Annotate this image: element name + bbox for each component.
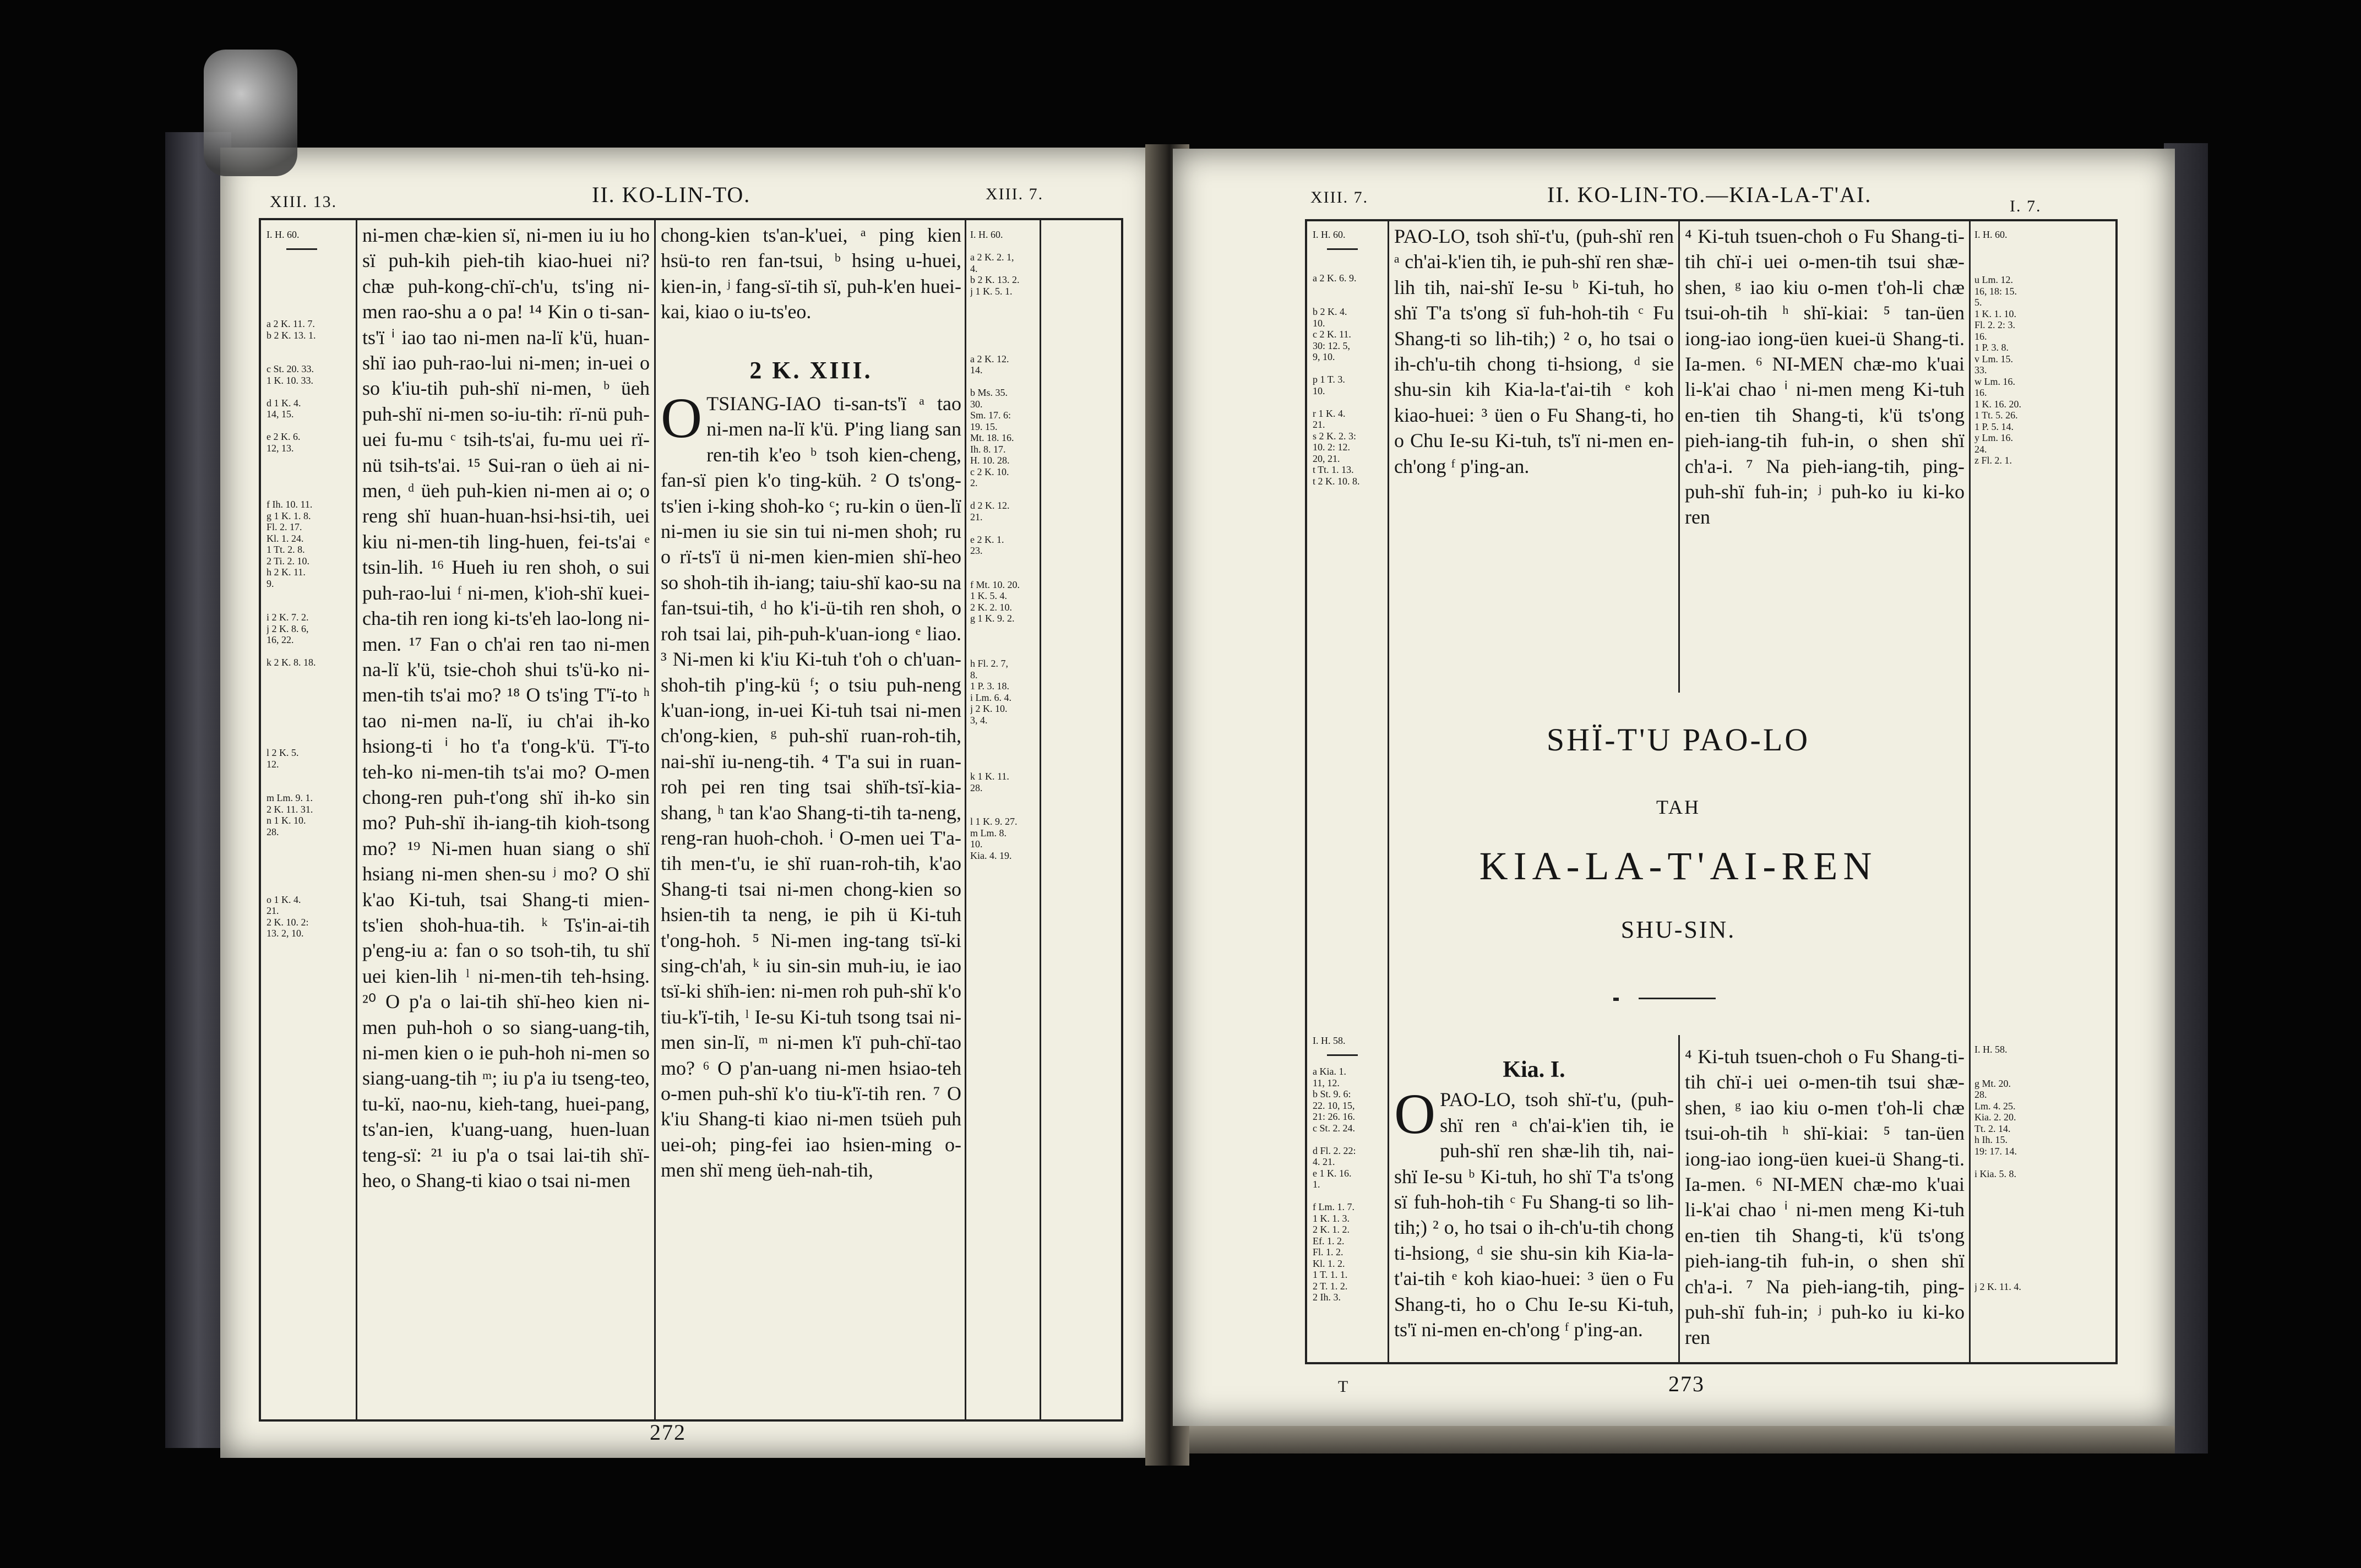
cross-references-left: a 2 K. 6. 9. b 2 K. 4. 10. c 2 K. 11. 30: 12. 5, 9, 10. p 1 T. 3. 10. r 1 K. 4. 21. s 2 K. 2. 3: 10. 2: 12. 20, 21. t Tt. 1. 13. t 2 K. 10. 8. [1313,272,1360,487]
header-right-ref: XIII. 7. [986,185,1044,203]
page-clip [204,50,297,176]
cross-references-right: I. H. 60. u Lm. 12. 16, 18: 15. 5. 1 K. 1. 10. Fl. 2. 2: 3. 16. 1 P. 3. 8. v Lm. 15. 33. w Lm. 16. 16. 1 K. 16. 20. 1 Tt. 5. 26. 1 P. 5. 14. y Lm. 16. 24. z Fl. 2. 1. [1974,229,2021,466]
page-number: 272 [650,1420,686,1445]
margin-rule [1327,1054,1358,1056]
cross-references-left-lower: a Kia. 1. 11, 12. b St. 9. 6: 22. 10, 15, 21: 26. 16. c St. 2. 24. d Fl. 2. 22: 4. 21. e 1 K. 16. 1. f Lm. 1. 7. 1 K. 1. 3. 2 K. 1. 2. Ef. 1. 2. Fl. 1. 2. Kl. 1. 2. 1 T. 1. 1. 2 T. 1. 2. 2 Ih. 3. [1313,1066,1356,1303]
text-column-left-lower [1394,1052,1674,1360]
column-rule [965,218,966,1422]
column-rule [1969,219,1971,1364]
chapter-text: PAO-LO, tsoh shï-t'u, (puh-shï ren ᵃ ch'ai-k'ien tih, ie puh-shï ren shæ-lih tih, nai-shï Ie-su ᵇ Ki-tuh, ho shï T'a ts'ong sï fuh-hoh-tih ᶜ Fu Shang-ti so lih-tih;) ² o, ho tsai o ih-ch'u-tih chong ti-hsiong, ᵈ sie shu-sin kih Kia-la-t'ai-tih ᵉ koh kiao-huei: ³ üen o Fu Shang-ti, ho o Chu Ie-su Ki-tuh, ts'ï ni-men en-ch'ong ᶠ p'ing-an. [1394,1088,1674,1341]
book-title-line2: TAH [1656,796,1701,818]
header-title: II. KO-LIN-TO.—KIA-LA-T'AI. [1547,182,1872,207]
cross-references-right-lower: I. H. 58. g Mt. 20. 28. Lm. 4. 25. Kia. 2. 20. Tt. 2. 14. h Ih. 15. 19: 17. 14. i Kia. 5. 8. j 2 K. 11. 4. [1974,1044,2021,1292]
column-rule [1040,218,1041,1422]
body-text: chong-kien ts'an-k'uei, ᵃ ping kien hsü-to ren fan-tsui, ᵇ hsing u-huei, kien-in, ʲ fang-sï-tih sï, puh-k'en huei-kai, kiao o iu-ts'eo. [661,224,961,323]
drop-cap: O [1394,1082,1436,1146]
header-left-ref: XIII. 7. [1310,188,1369,206]
text-column-right-lower [1685,1044,1965,1360]
left-page [220,148,1162,1458]
header-left-ref: XIII. 13. [270,193,338,211]
drop-cap: O [661,386,703,450]
body-text: PAO-LO, tsoh shï-t'u, (puh-shï ren ᵃ ch'ai-k'ien tih, ie puh-shï ren shæ-lih tih, nai-shï Ie-su ᵇ Ki-tuh, ho shï T'a ts'ong sï fuh-hoh-tih ᶜ Fu Shang-ti so lih-tih;) ² o, ho tsai o ih-ch'u-tih chong ti-hsiong, ᵈ sie shu-sin kih Kia-la-t'ai-tih ᵉ koh kiao-huei: ³ üen o Fu Shang-ti, ho o Chu Ie-su Ki-tuh, ts'ï ni-men en-ch'ong ᶠ p'ing-an. [1394,225,1674,477]
body-text: ⁴ Ki-tuh tsuen-choh o Fu Shang-ti-tih chï-i uei o-men-tih tsui shæ-shen, ᵍ iao kiu o-men t'oh-li chæ tsui-oh-tih ʰ shï-kiai: ⁵ tan-üen iong-iao iong-üen kuei-ü Shang-ti. Ia-men. ⁶ NI-MEN chæ-mo k'uai li-k'ai chao ⁱ ni-men meng Ki-tuh en-tien tih Shang-ti, k'ü ts'ong pieh-iang-tih fuh-in, o shen shï ch'a-i. ⁷ Na pieh-iang-tih, ping-puh-shï fuh-in; ʲ puh-ko iu ki-ko ren [1685,225,1965,529]
text-column-right [1685,224,1965,692]
column-rule [1678,219,1680,693]
body-text: ⁴ Ki-tuh tsuen-choh o Fu Shang-ti-tih chï-i uei o-men-tih tsui shæ-shen, ᵍ iao kiu o-men t'oh-li chæ tsui-oh-tih ʰ shï-kiai: ⁵ tan-üen iong-iao iong-üen kuei-ü Shang-ti. Ia-men. ⁶ NI-MEN chæ-mo k'uai li-k'ai chao ⁱ ni-men meng Ki-tuh en-tien tih Shang-ti, k'ü ts'ong pieh-iang-tih fuh-in, o shen shï ch'a-i. ⁷ Na pieh-iang-tih, ping-puh-shï fuh-in; ʲ puh-ko iu ki-ko ren [1685,1046,1965,1349]
right-page [1173,149,2175,1426]
margin-rule [286,248,317,250]
column-rule [1388,219,1389,1364]
chapter-heading: 2 K. XIII. [749,356,873,384]
book-title-line1: SHÏ-T'U PAO-LO [1546,722,1810,758]
book-title-line4: SHU-SIN. [1620,916,1736,943]
body-text [661,386,961,1183]
margin-label: I. H. 60. [266,229,300,240]
title-rule [1639,998,1716,999]
text-column-left [1394,224,1674,692]
margin-rule [1327,248,1358,250]
book-title-line3: KIA-LA-T'AI-REN [1479,844,1878,888]
signature-mark: T [1338,1378,1350,1396]
body-text [1394,1082,1674,1342]
margin-label: I. H. 58. [1313,1035,1346,1046]
margin-label: I. H. 60. [1313,229,1346,240]
body-text: ni-men chæ-kien sï, ni-men iu iu ho sï puh-kih pieh-tih kiao-huei ni? chæ puh-kong-chï-ch'u, ts'ing ni-men rao-shu a o pa! ¹⁴ Kin o ti-san-ts'ï ⁱ iao tao ni-men na-lï k'ü, huan-shï iao puh-rao-lui ni-men; in-uei o so k'iu-tih puh-shï ni-men, ᵇ üeh puh-shï ni-men so-iu-tih: rï-nü puh-uei fu-mu ᶜ tsih-ts'ai, fu-mu uei rï-nü tsih-ts'ai. ¹⁵ Sui-ran o üeh ai ni-men, ᵈ üeh puh-kien ni-men ai o; o reng shï huan-huan-hsi-hsi-tih, uei kiu ni-men-tih ling-huen, fei-ts'ai ᵉ tsin-lih. ¹⁶ Hueh iu ren shoh, o sui puh-rao-lui ᶠ ni-men, k'ioh-shï kuei-cha-tih ren iong ki-ts'eh lao-long ni-men. ¹⁷ Fan o ch'ai ren tao ni-men na-lï k'ü, tsie-choh shui ts'ü-ko ni-men-tih ts'ai mo? ¹⁸ O ts'ing T'ï-to ʰ tao ni-men na-lï, iu ch'ai ih-ko hsiong-ti ⁱ ho t'a t'ong-k'ü. T'ï-to teh-ko ni-men-tih ts'ai mo? O-men chong-ren puh-t'ong shï ih-ko sin mo? Puh-shï ih-iang-tih kioh-tsong mo? ¹⁹ Ni-men huan siang o shï hsiang ni-men shen-su ʲ mo? O shï k'ao Ki-tuh, tsai Shang-ti mien-ts'ien shoh-hua-tih. ᵏ Ts'in-ai-tih p'eng-iu a: fan o so tsoh-tih, tu shï uei kien-lih ˡ ni-men-tih teh-hsing. ²⁰ O p'a o lai-tih shï-heo kien ni-men puh-hoh o so siang-uang-tih, ni-men kien o ie puh-hoh ni-men so siang-uang-tih ᵐ; iu p'a iu tseng-teo, tu-kï, nao-nu, kieh-tang, huei-pang, ts'an-ien, k'uang-uang, huen-luan teng-sï: ²¹ iu p'a o tsai lai-tih shï-heo, o Shang-ti kiao o tsai ni-men [362,224,650,1192]
column-rule [356,218,357,1422]
text-column-right [661,222,961,1418]
header-right-ref: I. 7. [2010,197,2042,215]
cross-references-right: I. H. 60. a 2 K. 2. 1, 4. b 2 K. 13. 2. j 1 K. 5. 1. a 2 K. 12. 14. b Ms. 35. 30. Sm. 17. 6: 19. 15. Mt. 18. 16. Ih. 8. 17. H. 10. 28. c 2 K. 10. 2. d 2 K. 12. 21. e 2 K. 1. 23. f Mt. 10. 20. 1 K. 5. 4. 2 K. 2. 10. g 1 K. 9. 2. h Fl. 2. 7, 8. 1 P. 3. 18. i Lm. 6. 4. j 2 K. 10. 3, 4. k 1 K. 11. 28. l 1 K. 9. 27. m Lm. 8. 10. Kia. 4. 19. [970,229,1020,861]
column-rule [1678,1035,1680,1364]
chapter-heading: Kia. I. [1503,1057,1565,1082]
page-number: 273 [1668,1371,1705,1396]
column-rule [654,218,656,1422]
chapter-text: TSIANG-IAO ti-san-ts'ï ᵃ tao ni-men na-lï k'ü. P'ing liang san ren-tih k'eo ᵇ tsoh kien-cheng, fan-sï pien k'o ting-küh. ² O ts'ong-ts'ien i-king shoh-ko ᶜ; ru-kin o üen-lï ni-men iu sie sin tui ni-men shoh; ru o rï-ts'ï ü ni-men kien-mien shï-heo so shoh-tih ih-iang; taiu-shï kao-su na fan-tsui-tih, ᵈ ho k'i-ü-tih ren shoh, o roh tsai lai, pih-puh-k'uan-iong ᵉ liao. ³ Ni-men ki k'iu Ki-tuh t'oh o ch'uan-shoh-tih p'ing-kü ᶠ; o tsiu puh-neng k'uan-iong, in-uei Ki-tuh tsai ni-men ch'ong-kien, ᵍ puh-shï ruan-roh-tih, nai-shï iu-neng-tih. ⁴ T'a sui in ruan-roh pei ren ting tsai shïh-tsï-kia-shang, ʰ tan k'ao Shang-ti-tih ta-neng, reng-ran huoh-choh. ⁱ O-men uei T'a-tih men-t'u, ie shï ruan-roh-tih, k'ao Shang-ti tsai ni-men chong-kien so hsien-tih ta neng, ie pih ü Ki-tuh t'ong-hoh. ⁵ Ni-men ing-tang tsï-ki sing-ch'ah, ᵏ iu sin-sin muh-iu, ie iao tsï-ki shïh-ien: ni-men roh puh-shï k'o tiu-k'ï-tih, ˡ Ie-su Ki-tuh tsong tsai ni-men sin-lï, ᵐ ni-men k'ï puh-chï-tao mo? ⁶ O p'an-uang ni-men hsiao-teh o-men puh-shï k'o tiu-k'ï-tih ren. ⁷ O k'iu Shang-ti kiao ni-men tsüeh puh uei-oh; ping-fei iao hsien-ming o-men shï meng üeh-nah-tih, [661,393,961,1182]
title-dot [1613,998,1619,1001]
cross-references-left: a 2 K. 11. 7. b 2 K. 13. 1. c St. 20. 33. 1 K. 10. 33. d 1 K. 4. 14, 15. e 2 K. 6. 12, 13. f Ih. 10. 11. g 1 K. 1. 8. Fl. 2. 17. Kl. 1. 24. 1 Tt. 2. 8. 2 Ti. 2. 10. h 2 K. 11. 9. i 2 K. 7. 2. j 2 K. 8. 6, 16, 22. k 2 K. 8. 18. l 2 K. 5. 12. m Lm. 9. 1. 2 K. 11. 31. n 1 K. 10. 28. o 1 K. 4. 21. 2 K. 10. 2: 13. 2, 10. [266,318,316,939]
text-column-left [362,222,650,1418]
header-title: II. KO-LIN-TO. [592,182,751,207]
